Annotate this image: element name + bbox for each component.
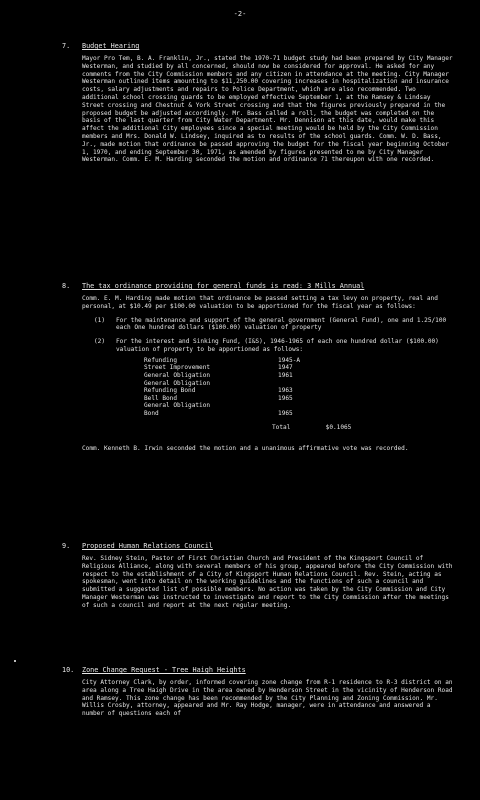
tax-row-year: 1963 — [278, 387, 293, 395]
tax-row-label: Bell Bond — [144, 394, 178, 402]
section-heading — [62, 666, 454, 675]
tax-item-key: (2) — [94, 338, 106, 346]
table-row — [144, 364, 308, 372]
table-row — [144, 395, 308, 403]
table-row — [144, 380, 308, 388]
tax-row-label: General Obligation — [144, 379, 211, 387]
tax-row-label: Refunding — [144, 356, 178, 364]
section-human-relations — [62, 542, 457, 610]
tax-row-label: Street Improvement — [144, 364, 211, 372]
section-number: 8. — [62, 282, 71, 290]
tax-row-year: 1947 — [278, 364, 293, 372]
section-body: Rev. Sidney Stein, Pastor of First Christian Church and President of the Kingsport Council of Religious Alliance, along with several members of his group, appeared before the City Commission with respect to the establishment of a City of Kingsport Human Relations Council. Rev. Stein, acting as spokesman, went into detail on the working guidelines and the functions of such a council and submitted a suggested list of possible members. No action was taken by the City Commission and City Manager Westerman was instructed to investigate and report to the City Commission after the meetings of such a council and report at the next regular meeting. — [82, 555, 457, 609]
section-title: Proposed Human Relations Council — [82, 542, 213, 550]
section-budget-hearing — [62, 42, 457, 164]
tax-row-year: 1961 — [278, 371, 293, 379]
tax-table — [144, 357, 308, 418]
section-tax-ordinance — [62, 282, 454, 452]
section-number: 10. — [62, 666, 75, 674]
section-number: 7. — [62, 42, 71, 50]
tax-total — [272, 424, 454, 431]
section-body: Mayor Pro Tem, B. A. Franklin, Jr., stated the 1970-71 budget study had been prepared by City Manager Westerman, and studied by all concerned, should now be considered for approval. He asked for any comments from the City Commission members and any citizen in attendance at the meeting. City Manager Westerman outlined items amounting to $11,250.00 covering increases in hospitalization and insurance costs, salary adjustments and repairs to Police Department, which are also recommended. Two additional school crossing guards to be employed effective September 1, at the Ramsey & Lindsay Street crossing and Chestnut & York Street crossing and that the figures previously prepared in the proposed budget be adjusted accordingly. Mr. Bass called a roll, the budget was completed on the basis of the last quarter from City Water Department. Mr. Dennison at this date, would make this affect the additional City employees since a special meeting would be held by the City Commission members and Mrs. Donald W. Lindsey, inquired as to results of the school guards. Comm. W. D. Bass, Jr., made motion that ordinance be passed approving the budget for the fiscal year beginning October 1, 1970, and ending September 30, 1971, as amended by figures presented to me by City Manager Westerman. Comm. E. M. Harding seconded the motion and ordinance 71 thereupon with one recorded. — [82, 55, 457, 164]
table-row — [144, 410, 308, 418]
scan-speck — [14, 660, 16, 662]
tax-item — [94, 338, 454, 354]
tax-row-label: General Obligation — [144, 371, 211, 379]
section-title: The tax ordinance providing for general funds is read: 3 Mills Annual — [82, 282, 365, 290]
section-title: Budget Hearing — [82, 42, 140, 50]
table-row — [144, 402, 308, 410]
table-row — [144, 387, 308, 395]
tax-item-text: For the maintenance and support of the general government (General Fund), one and 1.25/100 each One hundred dollars ($100.00) valuation of property — [116, 316, 447, 332]
tax-row-year — [218, 380, 308, 388]
section-body: City Attorney Clark, by order, informed covering zone change from R-1 residence to R-3 district on an area along a Tree Haigh Drive in the area owned by Henderson Street in the vicinity of Henderson Road and Ramsey. This zone change has been recommended by the City Planning and Zoning Commission. Mr. Willis Crosby, attorney, appeared and Mr. Ray Hodge, manager, were in attendance and answered a number of questions each of — [82, 679, 457, 718]
tax-row-year: 1945-A — [278, 356, 301, 364]
section-body: Comm. E. M. Harding made motion that ordinance be passed setting a tax levy on property, real and personal, at $10.49 per $100.00 valuation to be apportioned for the fiscal year as follows: — [82, 295, 442, 310]
tax-item-key: (1) — [94, 316, 106, 324]
tax-row-label: Refunding Bond — [144, 387, 196, 395]
tax-total-value: $0.1065 — [325, 423, 352, 431]
tax-item-text: For the interest and Sinking Fund, (I&S), 1946-1965 of each one hundred dollar ($100.00) valuation of property to be apportioned as follows: — [116, 338, 439, 353]
page-number: -2- — [233, 10, 247, 18]
tax-row-label: Bond — [144, 409, 159, 417]
section-number: 9. — [62, 542, 71, 550]
table-row — [144, 357, 308, 365]
tax-total-label: Total — [272, 423, 291, 431]
section-heading — [62, 42, 454, 51]
table-row — [144, 372, 308, 380]
section-heading — [62, 542, 454, 551]
tax-row-label: General Obligation — [144, 402, 211, 410]
tax-item — [94, 317, 454, 333]
tax-row-year: 1965 — [278, 394, 293, 402]
section-zone-change — [62, 666, 457, 718]
tax-row-year — [218, 402, 308, 410]
section-heading — [62, 282, 454, 291]
section-title: Zone Change Request - Tree Haigh Heights — [82, 666, 246, 674]
tax-row-year: 1965 — [278, 409, 293, 417]
section-closing: Comm. Kenneth B. Irwin seconded the motion and a unanimous affirmative vote was recorded. — [82, 444, 409, 452]
